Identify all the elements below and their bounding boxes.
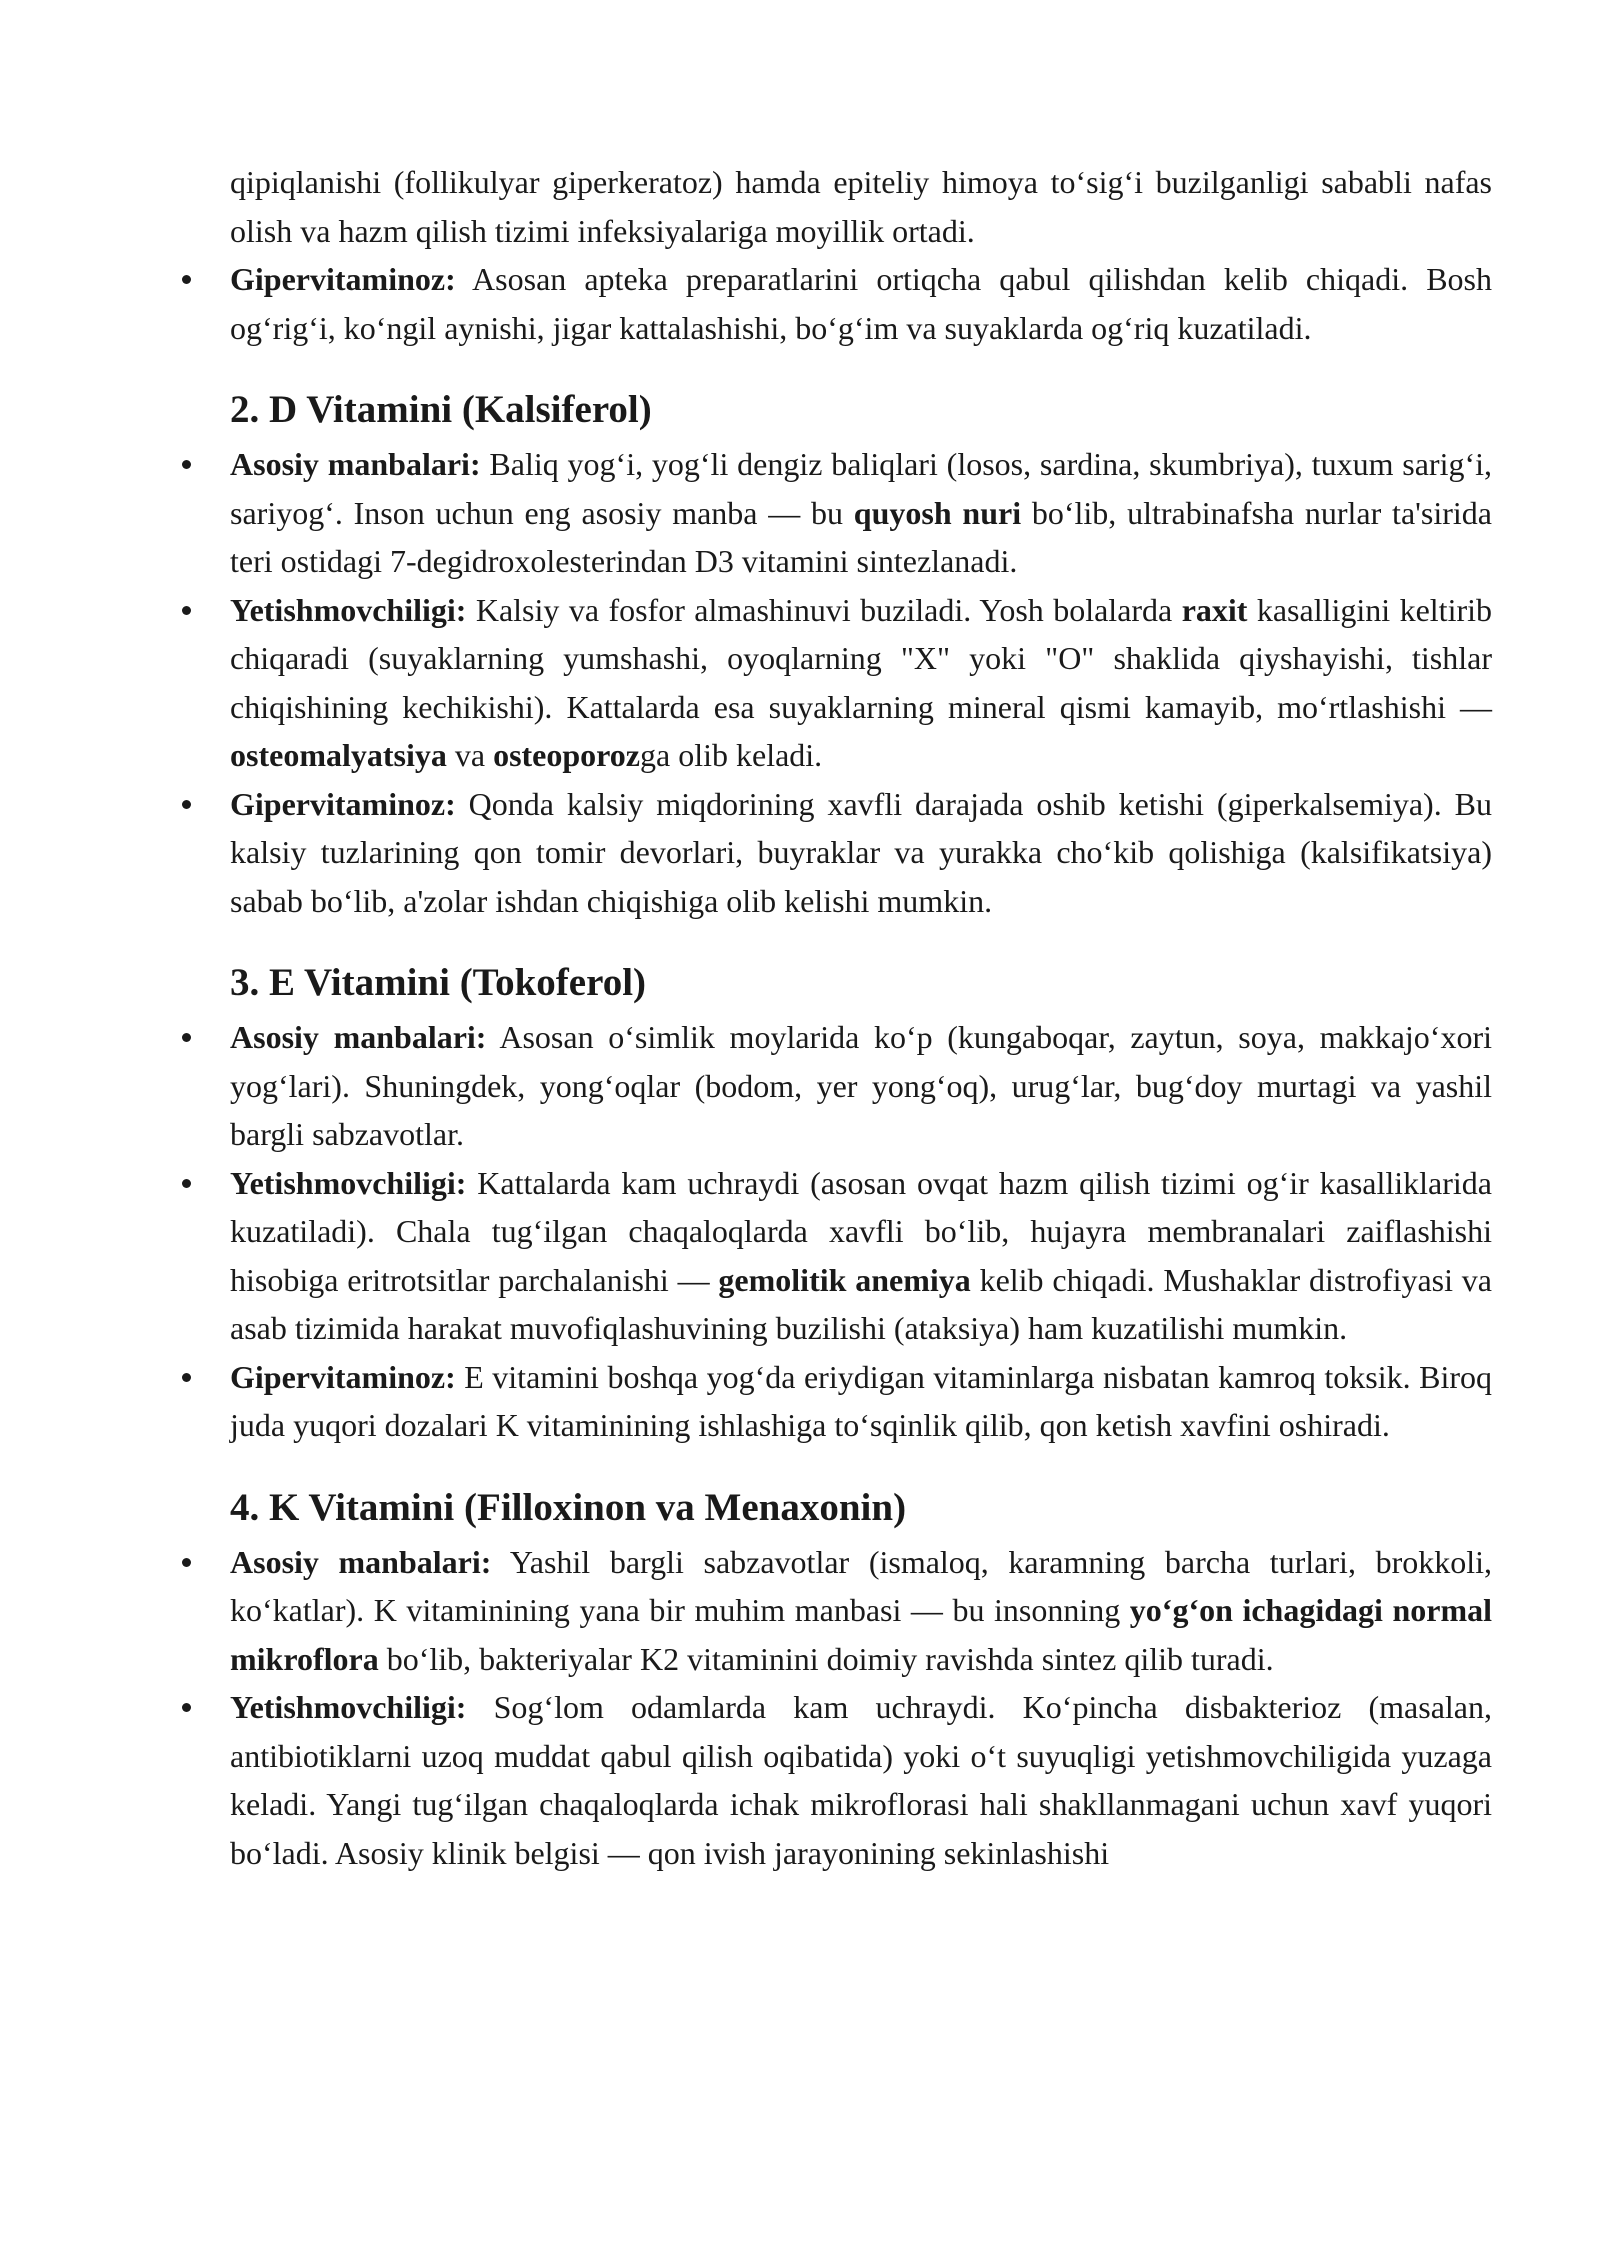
bullet-icon	[182, 1703, 191, 1712]
section-vitamin-d	[230, 384, 1492, 925]
item-emphasis: yo‘g‘on ichagidagi normal mikroflora	[230, 1592, 1492, 1677]
item-text: kasalligini keltirib chiqaradi (suyaklarning yumshashi, oyoqlarning "X" yoki "O" shaklida qiyshayishi, tishlar chiqishining kechikishi). Kattalarda esa suyaklarning mineral qismi kamayib, mo‘rtlashishi —	[230, 591, 1493, 725]
bullet-icon	[182, 460, 191, 469]
list-item	[230, 780, 1492, 926]
document-page	[230, 158, 1492, 1877]
section-heading: 3. E Vitamini (Tokoferol)	[230, 961, 647, 1004]
item-text: Asosan o‘simlik moylarida ko‘p (kungaboqar, zaytun, soya, makkajo‘xori yog‘lari). Shuningdek, yong‘oqlar (bodom, yer yong‘oq), urug‘lar, bug‘doy murtagi va yashil bargli sabzavotlar.	[230, 1019, 1492, 1152]
bullet-icon	[182, 1179, 191, 1188]
list-item	[230, 586, 1492, 780]
vitamin-e-list	[230, 1013, 1492, 1450]
section-heading: 2. D Vitamini (Kalsiferol)	[230, 388, 652, 431]
list-item	[230, 1538, 1492, 1684]
item-text: Kalsiy va fosfor almashinuvi buziladi. Yosh bolalarda	[466, 591, 1182, 628]
item-text: va	[446, 737, 494, 773]
vitamin-k-list	[230, 1538, 1492, 1878]
item-emphasis: raxit	[1181, 591, 1248, 628]
bullet-icon	[182, 606, 191, 615]
item-text: ga olib keladi.	[640, 737, 823, 773]
vitamin-d-list	[230, 440, 1492, 925]
item-label: Gipervitaminoz:	[230, 1358, 456, 1395]
list-item	[230, 1159, 1492, 1353]
section-vitamin-e	[230, 957, 1492, 1450]
item-label: Yetishmovchiligi:	[230, 1689, 467, 1725]
bullet-icon	[182, 800, 191, 809]
item-emphasis: quyosh nuri	[853, 494, 1022, 531]
item-label: Gipervitaminoz:	[230, 261, 456, 297]
item-emphasis: osteoporoz	[493, 737, 640, 773]
bullet-icon	[182, 275, 191, 284]
item-text: bo‘lib, ultrabinafsha nurlar ta'sirida teri ostidagi 7-degidroxolesterindan D3 vitamini sintezlanadi.	[230, 494, 1492, 579]
item-text: E vitamini boshqa yog‘da eriydigan vitaminlarga nisbatan kamroq toksik. Biroq juda yuqori dozalari K vitaminining ishlashiga to‘sqinlik qilib, qon ketish xavfini oshiradi.	[230, 1358, 1492, 1443]
intro-continuation: qipiqlanishi (follikulyar giperkeratoz) hamda epiteliy himoya to‘sig‘i buzilganligi sababli nafas olish va hazm qilish tizimi infeksiyalariga moyillik ortadi.	[230, 164, 1492, 249]
item-text: bo‘lib, bakteriyalar K2 vitaminini doimiy ravishda sintez qilib turadi.	[378, 1640, 1274, 1677]
intro-list	[230, 255, 1492, 352]
bullet-icon	[182, 1558, 191, 1567]
section-heading: 4. K Vitamini (Filloxinon va Menaxonin)	[230, 1485, 907, 1529]
item-text: Sog‘lom odamlarda kam uchraydi. Ko‘pincha disbakterioz (masalan, antibiotiklarni uzoq muddat qabul qilish oqibatida) yoki o‘t suyuqligi yetishmovchiligida yuzaga keladi. Yangi tug‘ilgan chaqaloqlarda ichak mikroflorasi hali shakllanmagani uchun xavf yuqori bo‘ladi. Asosiy klinik belgisi — qon ivish jarayonining sekinlashishi	[230, 1689, 1492, 1871]
item-label: Yetishmovchiligi:	[230, 591, 467, 628]
item-emphasis: gemolitik anemiya	[718, 1261, 971, 1298]
list-item	[230, 255, 1492, 352]
bullet-icon	[182, 1033, 191, 1042]
bullet-icon	[182, 1373, 191, 1382]
list-item	[230, 440, 1492, 586]
item-label: Gipervitaminoz:	[230, 785, 456, 822]
item-label: Yetishmovchiligi:	[230, 1164, 467, 1201]
item-text: Yashil bargli sabzavotlar (ismaloq, karamning barcha turlari, brokkoli, ko‘katlar). K vitaminining yana bir muhim manbasi — bu insonning	[230, 1543, 1493, 1628]
item-text: Kattalarda kam uchraydi (asosan ovqat hazm qilish tizimi og‘ir kasalliklarida kuzatiladi). Chala tug‘ilgan chaqaloqlarda xavfli bo‘lib, hujayra membranalari zaiflashishi hisobiga eritrotsitlar parchalanishi —	[230, 1164, 1492, 1298]
item-label: Asosiy manbalari:	[230, 1019, 487, 1055]
item-label: Asosiy manbalari:	[230, 446, 481, 482]
item-emphasis: osteomalyatsiya	[230, 737, 447, 773]
item-text: Qonda kalsiy miqdorining xavfli darajada oshib ketishi (giperkalsemiya). Bu kalsiy tuzlarining qon tomir devorlari, buyraklar va yurakka cho‘kib qolishiga (kalsifikatsiya) sabab bo‘lib, a'zolar ishdan chiqishiga olib kelishi mumkin.	[230, 785, 1492, 919]
item-label: Asosiy manbalari:	[230, 1543, 492, 1580]
list-item	[230, 1013, 1492, 1159]
list-item	[230, 1683, 1492, 1877]
section-vitamin-k	[230, 1482, 1492, 1878]
list-item	[230, 1353, 1492, 1450]
item-text: Asosan apteka preparatlarini ortiqcha qabul qilishdan kelib chiqadi. Bosh og‘rig‘i, ko‘ngil aynishi, jigar kattalashishi, bo‘g‘im va suyaklarda og‘riq kuzatiladi.	[230, 261, 1492, 346]
item-text: Baliq yog‘i, yog‘li dengiz baliqlari (losos, sardina, skumbriya), tuxum sarig‘i, sariyog‘. Inson uchun eng asosiy manba — bu	[230, 446, 1493, 531]
item-text: kelib chiqadi. Mushaklar distrofiyasi va asab tizimida harakat muvofiqlashuvining buzilishi (ataksiya) ham kuzatilishi mumkin.	[230, 1261, 1493, 1346]
